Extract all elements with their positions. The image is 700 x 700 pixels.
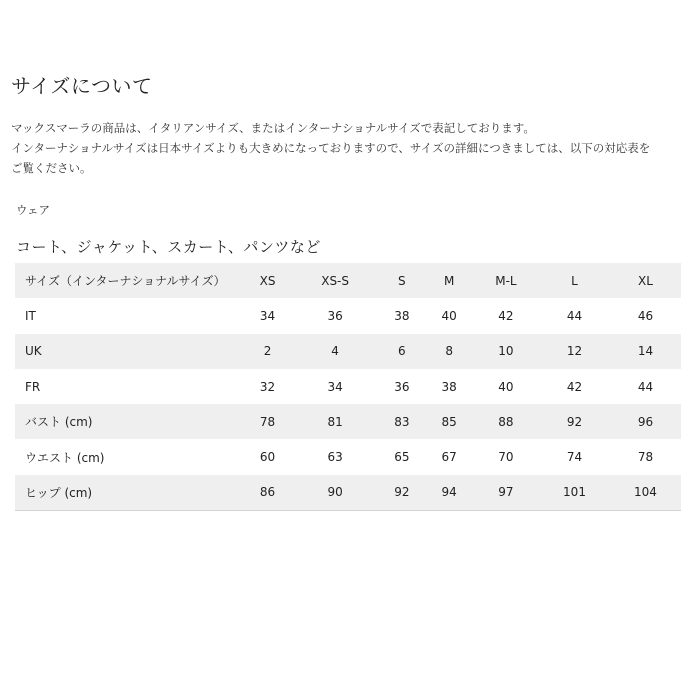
table-cell: 83 xyxy=(394,414,410,429)
table-cell: 78 xyxy=(637,450,654,465)
table-cell: 36 xyxy=(394,379,410,394)
table-cell: 63 xyxy=(327,450,343,465)
table-cell: 67 xyxy=(441,450,457,465)
table-cell: 90 xyxy=(292,475,378,511)
category-label: ウェア xyxy=(16,203,51,217)
table-cell: 65 xyxy=(394,450,410,465)
table-cell: 97 xyxy=(473,475,539,511)
table-cell: 94 xyxy=(426,475,473,511)
table-cell: 42 xyxy=(566,379,583,394)
table-cell: 6 xyxy=(398,344,406,359)
table-cell: 96 xyxy=(637,414,654,429)
size-header-cell: M-L xyxy=(495,273,517,288)
table-cell: 101 xyxy=(539,475,610,511)
table-cell: 10 xyxy=(498,344,514,359)
table-row xyxy=(15,404,681,439)
table-row xyxy=(15,369,681,404)
table-row xyxy=(15,334,681,369)
table-cell: 4 xyxy=(331,344,339,359)
table-cell: 86 xyxy=(243,475,292,511)
table-cell: 38 xyxy=(441,379,457,394)
table-cell: 40 xyxy=(441,308,457,323)
table-cell: 74 xyxy=(566,450,583,465)
size-header-row xyxy=(15,263,681,298)
table-cell: 12 xyxy=(566,344,583,359)
table-cell: 2 xyxy=(263,344,272,359)
table-cell: 85 xyxy=(441,414,457,429)
table-row xyxy=(15,475,681,511)
row-label: ヒップ (cm) xyxy=(15,475,243,511)
table-cell: 92 xyxy=(378,475,425,511)
table-cell: 40 xyxy=(498,379,514,394)
table-cell: 60 xyxy=(259,450,276,465)
row-label: UK xyxy=(25,344,42,359)
intro-text xyxy=(11,118,689,182)
size-header-cell: L xyxy=(571,273,578,288)
page-title: サイズについて xyxy=(11,74,153,98)
table-cell: 44 xyxy=(566,308,583,323)
table-cell: 78 xyxy=(259,414,276,429)
table-cell: 8 xyxy=(445,344,453,359)
size-header-label: サイズ（インターナショナルサイズ） xyxy=(25,274,226,289)
table-cell: 34 xyxy=(327,379,343,394)
table-cell: 88 xyxy=(498,414,514,429)
table-cell: 46 xyxy=(637,308,654,323)
table-cell: 44 xyxy=(637,379,654,394)
row-label: ウエスト (cm) xyxy=(25,450,105,465)
table-cell: 36 xyxy=(327,308,343,323)
intro-line: ご覧ください。 xyxy=(11,161,92,175)
table-cell: 92 xyxy=(566,414,583,429)
table-cell: 42 xyxy=(498,308,514,323)
size-header-cell: XL xyxy=(638,273,653,288)
row-label: バスト (cm) xyxy=(25,415,93,430)
intro-fade xyxy=(0,178,700,192)
size-header-cell: XS-S xyxy=(321,273,350,288)
table-cell: 38 xyxy=(394,308,410,323)
size-header-cell: M xyxy=(443,273,455,288)
row-label: IT xyxy=(25,308,36,323)
table-row xyxy=(15,439,681,474)
section-title: コート、ジャケット、スカート、パンツなど xyxy=(16,238,321,256)
size-chart-table xyxy=(15,263,681,511)
table-cell: 81 xyxy=(327,414,343,429)
size-header-cell: S xyxy=(398,273,406,288)
row-label: FR xyxy=(25,379,41,394)
table-cell: 14 xyxy=(637,344,654,359)
table-cell: 104 xyxy=(610,475,681,511)
table-row xyxy=(15,298,681,333)
intro-line: マックスマーラの商品は、イタリアンサイズ、またはインターナショナルサイズで表記しております。 xyxy=(11,121,535,135)
size-header-cell: XS xyxy=(259,273,276,288)
table-cell: 34 xyxy=(259,308,276,323)
table-cell: 32 xyxy=(259,379,276,394)
table-cell: 70 xyxy=(498,450,514,465)
intro-line: インターナショナルサイズは日本サイズよりも大きめになっておりますので、サイズの詳細につきましては、以下の対応表を xyxy=(11,141,651,155)
